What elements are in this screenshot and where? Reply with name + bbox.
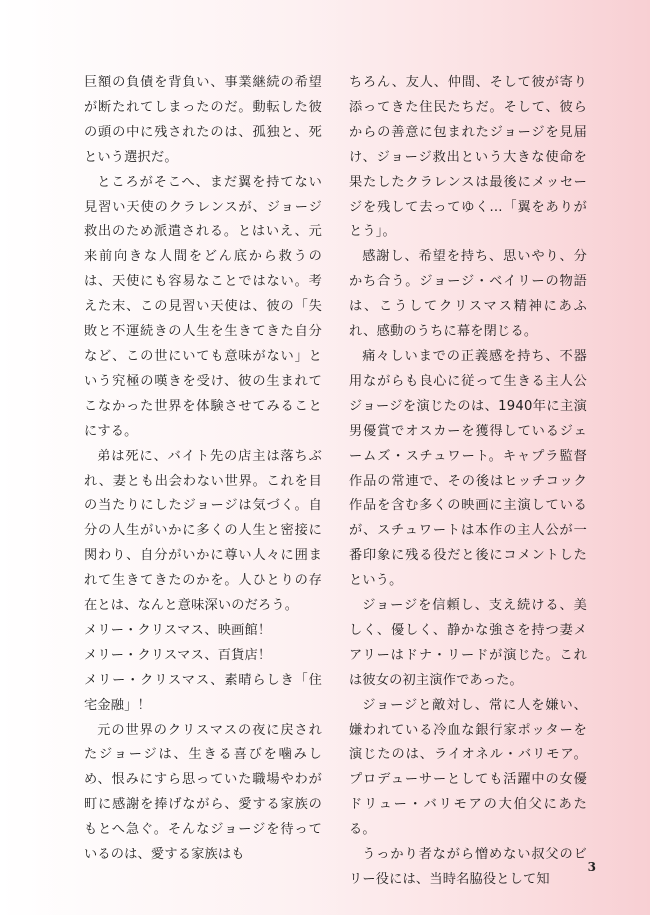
paragraph: ちろん、友人、仲間、そして彼が寄り添ってきた住民たちだ。そして、彼らからの善意に包まれたジョージを見届け、ジョージ救出という大きな使命を果たしたクラレンスは最後にメッセージを残して去ってゆく…「翼をありがとう」。 bbox=[349, 75, 587, 240]
paragraph: メリー・クリスマス、素晴らしき「住宅金融」！ bbox=[84, 672, 322, 713]
paragraph: メリー・クリスマス、百貨店！ bbox=[84, 647, 272, 663]
paragraph: ジョージと敵対し、常に人を嫌い、嫌われている冷血な銀行家ポッターを演じたのは、ライオネル・バリモア。プロデューサーとしても活躍中の女優ドリュー・バリモアの大伯父にあたる。 bbox=[349, 697, 587, 838]
paragraph: メリー・クリスマス、映画館！ bbox=[84, 622, 272, 638]
paragraph: ところがそこへ、まだ翼を持てない見習い天使のクラレンスが、ジョージ救出のため派遣される。とはいえ、元来前向きな人間をどん底から救うのは、天使にも容易なことではない。考えた末、この見習い天使は、彼の「失敗と不運続きの人生を生きてきた自分など、この世にいても意味がない」という究極の嘆きを受け、彼の生まれてこなかった世界を体験させてみることにする。 bbox=[84, 174, 322, 439]
right-text-column bbox=[349, 71, 587, 893]
paragraph: 感謝し、希望を持ち、思いやり、分かち合う。ジョージ・ベイリーの物語は、こうしてクリスマス精神にあふれ、感動のうちに幕を閉じる。 bbox=[349, 249, 587, 340]
paragraph: 痛々しいまでの正義感を持ち、不器用ながらも良心に従って生きる主人公ジョージを演じたのは、1940年に主演男優賞でオスカーを獲得しているジェームズ・スチュワート。キャプラ監督作品の常連で、その後はヒッチコック作品を含む多くの映画に主演しているが、スチュワートは本作の主人公が一番印象に残る役だと後にコメントしたという。 bbox=[349, 348, 587, 589]
paragraph: うっかり者ながら憎めない叔父のビリー役には、当時名脇役として知 bbox=[349, 847, 587, 887]
paragraph: 巨額の負債を背負い、事業継続の希望が断たれてしまったのだ。動転した彼の頭の中に残されたのは、孤独と、死という選択だ。 bbox=[84, 75, 322, 165]
paragraph: 弟は死に、バイト先の店主は落ちぶれ、妻とも出会わない世界。これを目の当たりにしたジョージは気づく。自分の人生がいかに多くの人生と密接に関わり、自分がいかに尊い人々に囲まれて生きてきたのかを。人ひとりの存在とは、なんと意味深いのだろう。 bbox=[84, 448, 322, 614]
page-number: 3 bbox=[587, 860, 596, 874]
left-text-column bbox=[84, 71, 322, 868]
paragraph: 元の世界のクリスマスの夜に戻されたジョージは、生きる喜びを噛みしめ、恨みにすら思っていた職場やわが町に感謝を捧げながら、愛する家族のもとへ急ぐ。そんなジョージを待っているのは、愛する家族はも bbox=[84, 722, 322, 863]
paragraph: ジョージを信頼し、支え続ける、美しく、優しく、静かな強さを持つ妻メアリーはドナ・リードが演じた。これは彼女の初主演作であった。 bbox=[349, 598, 587, 688]
